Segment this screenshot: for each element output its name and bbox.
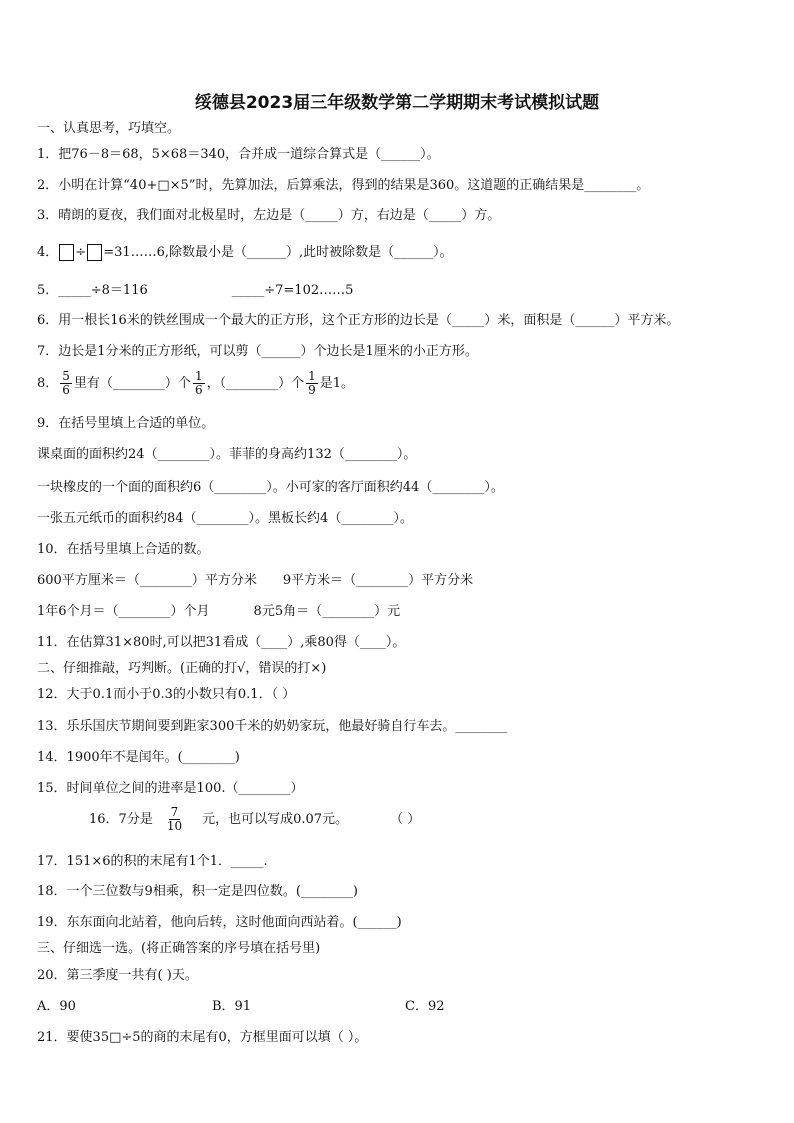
- question-10: 10．在括号里填上合适的数。: [37, 542, 210, 557]
- question-15: 15．时间单位之间的进率是100.（________）: [37, 781, 304, 796]
- blank-box: [87, 244, 102, 261]
- option-b: B．91: [211, 999, 252, 1014]
- question-10-a: [37, 572, 473, 590]
- question-9: 9．在括号里填上合适的单位。: [37, 416, 215, 431]
- question-9-a: 课桌面的面积约24（________）。菲菲的身高约132（________）。: [37, 447, 417, 462]
- question-9-c: 一张五元纸币的面积约84（________）。黑板长约4（________）。: [37, 511, 413, 526]
- question-18: 18．一个三位数与9相乘，积一定是四位数。(________): [37, 884, 358, 899]
- page-title: 绥德县2023届三年级数学第二学期期末考试模拟试题: [194, 93, 600, 113]
- question-14: 14．1900年不是闰年。(________): [37, 750, 240, 765]
- question-11: 11．在估算31×80时,可以把31看成（____）,乘80得（____）。: [37, 635, 406, 650]
- question-4-text: =31……6,除数最小是（______）,此时被除数是（______）。: [103, 245, 453, 260]
- question-10-a-left: 600平方厘米＝（________）平方分米: [37, 573, 257, 588]
- question-16-text-2: 元，也可以写成0.07元。: [202, 812, 349, 827]
- question-8-text-2: ，（________）个: [206, 376, 305, 391]
- option-a: A．90: [37, 999, 76, 1014]
- question-13: 13．乐乐国庆节期间要到距家300千米的奶奶家玩，他最好骑自行车去。________: [37, 719, 508, 734]
- fraction: $\frac{5}{6}$: [62, 369, 70, 397]
- question-16-text-1: 16．7分是: [89, 812, 153, 827]
- fraction: $\frac{7}{10}$: [166, 805, 183, 833]
- question-1: 1．把76－8＝68，5×68＝340，合并成一道综合算式是（______）。: [37, 147, 440, 162]
- question-3: 3．晴朗的夏夜，我们面对北极星时，左边是（_____）方，右边是（_____）方。: [37, 208, 501, 223]
- fraction: $\frac{1}{9}$: [308, 369, 316, 397]
- question-8: [37, 370, 354, 397]
- section-heading-1: 一、认真思考，巧填空。: [37, 121, 181, 136]
- answer-bracket: （ ）: [390, 812, 421, 827]
- option-c: C．92: [405, 999, 445, 1014]
- question-2: 2．小明在计算“40+□×5”时，先算加法，后算乘法，得到的结果是360。这道题的正确结果是________。: [37, 178, 650, 193]
- question-20-options: [37, 998, 445, 1016]
- question-19: 19．东东面向北站着，他向后转，这时他面向西站着。(______): [37, 915, 402, 930]
- question-5: [37, 282, 353, 300]
- question-4: [37, 244, 453, 262]
- divide-sign: ÷: [75, 245, 87, 260]
- question-12: 12．大于0.1而小于0.3的小数只有0.1．（ ）: [37, 687, 296, 702]
- fraction: $\frac{1}{6}$: [194, 369, 203, 397]
- question-17: 17．151×6的积的末尾有1个1．_____.: [37, 854, 268, 869]
- question-5-b: _____÷7=102……5: [231, 283, 354, 298]
- question-6: 6．用一根长16米的铁丝围成一个最大的正方形，这个正方形的边长是（_____）米，面积是（______）平方米。: [37, 313, 680, 328]
- question-8-number: 8．: [37, 376, 59, 391]
- question-10-b-right: 8元5角＝（________）元: [253, 604, 401, 619]
- blank-box: [59, 244, 74, 261]
- question-20: 20．第三季度一共有( )天。: [37, 968, 198, 983]
- question-5-a: 5．_____÷8＝116: [37, 283, 148, 298]
- section-heading-3: 三、仔细选一选。(将正确答案的序号填在括号里): [37, 941, 321, 956]
- question-10-b: [37, 603, 400, 621]
- question-8-text-1: 里有（________）个: [73, 376, 191, 391]
- question-9-b: 一块橡皮的一个面的面积约6（________）。小可家的客厅面积约44（________）。: [37, 480, 504, 495]
- question-10-a-right: 9平方米＝（________）平方分米: [282, 573, 474, 588]
- question-7: 7．边长是1分米的正方形纸，可以剪（______）个边长是1厘米的小正方形。: [37, 344, 478, 359]
- question-4-number: 4．: [37, 245, 59, 260]
- question-10-b-left: 1年6个月＝（________）个月: [37, 604, 210, 619]
- section-heading-2: 二、仔细推敲，巧判断。(正确的打√，错误的打×): [37, 661, 327, 676]
- question-21: 21．要使35□÷5的商的末尾有0，方框里面可以填（ ）。: [37, 1030, 368, 1045]
- question-8-text-3: 是1。: [319, 376, 355, 391]
- question-16: [89, 806, 420, 833]
